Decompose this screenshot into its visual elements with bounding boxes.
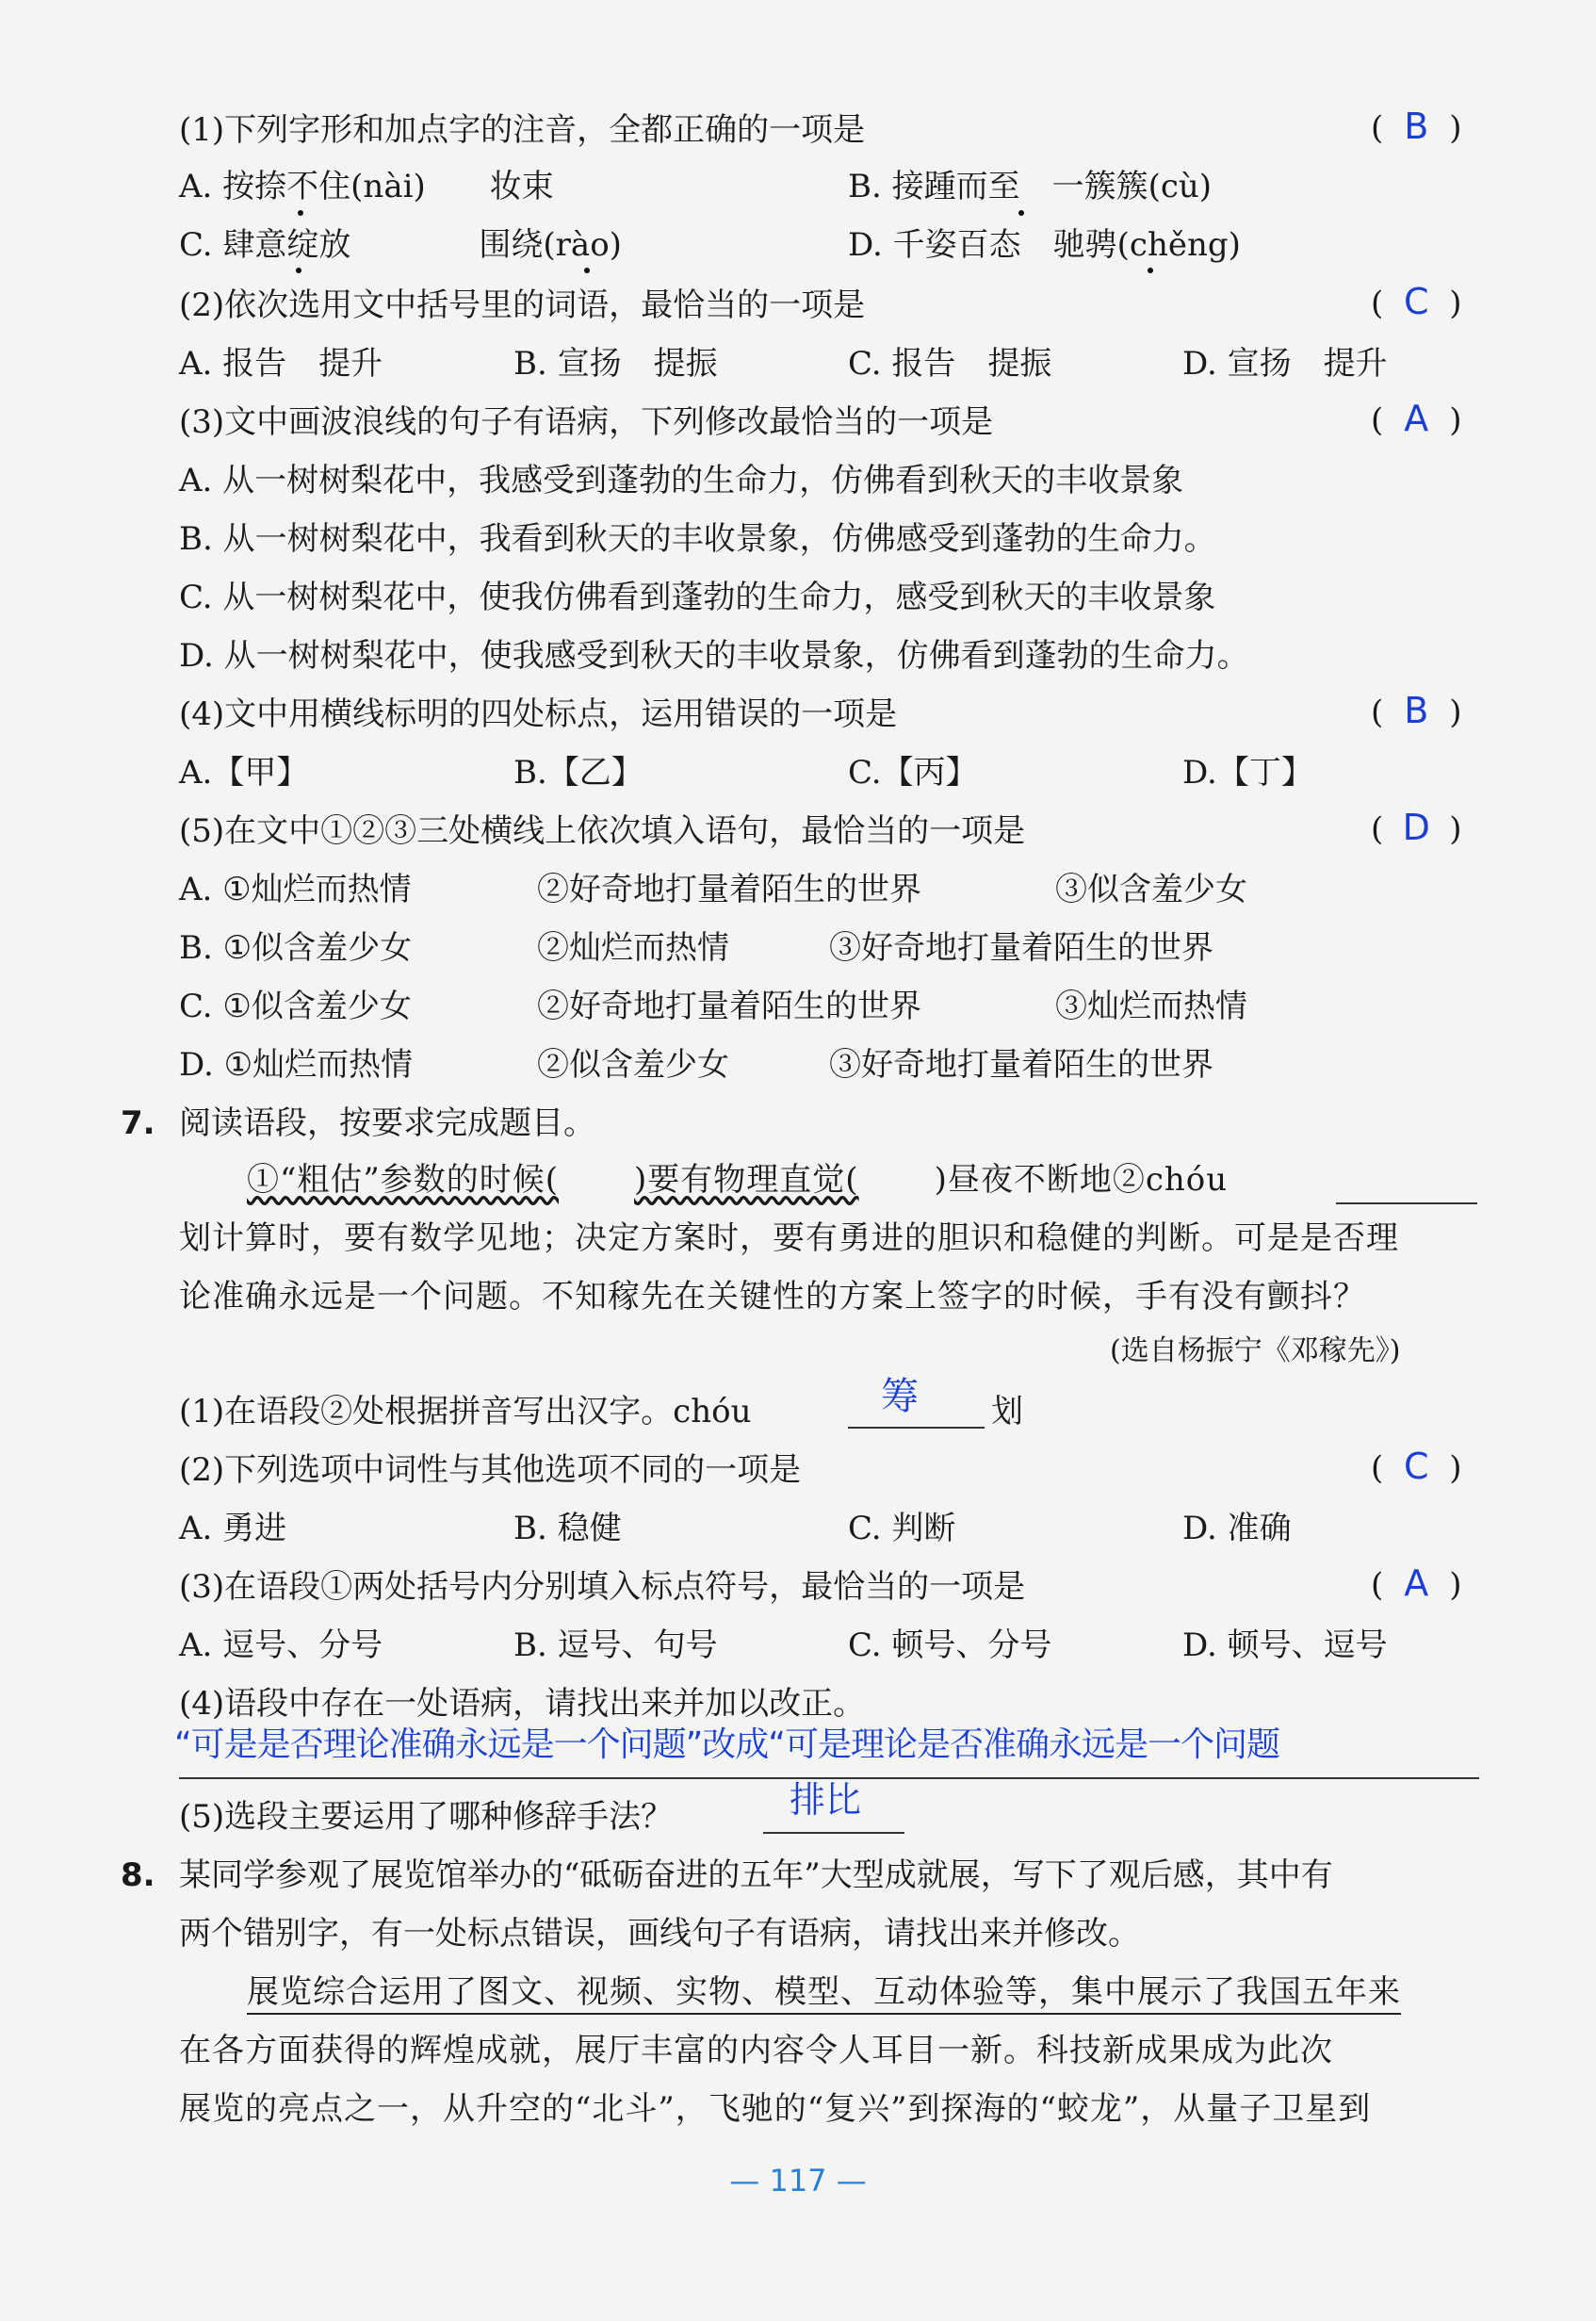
q6-5-option-c-3: ③灿烂而热情 <box>1055 988 1247 1025</box>
q7-passage-line-1 <box>247 1159 1228 1201</box>
q7-1-answer: 筹 <box>881 1375 919 1418</box>
q6-1-answer-paren: ( B ) <box>1371 106 1462 147</box>
q6-1-option-d: D. 千姿百态 驰骋(chěng) <box>848 226 1241 264</box>
q7-3-option-a: A. 逗号、分号 <box>179 1626 383 1664</box>
q6-4-option-b: B.【乙】 <box>513 754 643 792</box>
q6-3-option-c: C. 从一树树梨花中，使我仿佛看到蓬勃的生命力，感受到秋天的丰收景象 <box>179 579 1216 616</box>
q6-5-option-a-2: ②好奇地打量着陌生的世界 <box>537 871 921 908</box>
q7-p1-part-c: )昼夜不断地②chóu <box>934 1161 1229 1199</box>
q7-2-option-a: A. 勇进 <box>179 1510 287 1547</box>
q6-2-answer: C <box>1403 281 1429 322</box>
q7-p1-part-a: ①“粗估”参数的时候( <box>247 1161 560 1199</box>
q6-4-answer-paren: ( B ) <box>1371 690 1462 731</box>
emphasis-dot <box>584 268 590 273</box>
q7-3-option-c: C. 顿号、分号 <box>848 1626 1052 1664</box>
q8-passage-line-2: 在各方面获得的辉煌成就，展厅丰富的内容令人耳目一新。科技新成果成为此次 <box>179 2032 1333 2069</box>
q8-number: 8. <box>121 1856 155 1894</box>
q7-5-answer: 排比 <box>790 1779 862 1821</box>
q7-3-answer-paren: ( A ) <box>1371 1562 1462 1604</box>
q8-line-2: 两个错别字，有一处标点错误，画线句子有语病，请找出来并修改。 <box>179 1915 1140 1953</box>
q6-5-option-a-1: A. ①灿烂而热情 <box>179 871 412 908</box>
emphasis-dot <box>296 268 301 273</box>
q7-1-tail: 划 <box>991 1393 1023 1430</box>
q6-2-option-c: C. 报告 提振 <box>848 345 1052 383</box>
q6-3-answer: A <box>1404 398 1429 439</box>
q7-4-answer: “可是是否理论准确永远是一个问题”改成“可是理论是否准确永远是一个问题 <box>174 1725 1279 1764</box>
q7-2-stem: (2)下列选项中词性与其他选项不同的一项是 <box>179 1451 802 1489</box>
q6-2-stem: (2)依次选用文中括号里的词语，最恰当的一项是 <box>179 286 866 324</box>
q7-source: (选自杨振宁《邓稼先》) <box>1110 1334 1401 1367</box>
q6-5-option-b-3: ③好奇地打量着陌生的世界 <box>829 929 1213 967</box>
q7-title: 阅读语段，按要求完成题目。 <box>179 1104 595 1142</box>
q7-3-option-d: D. 顿号、逗号 <box>1182 1626 1388 1664</box>
q6-1-stem: (1)下列字形和加点字的注音，全都正确的一项是 <box>179 111 866 149</box>
page-number: — 117 — <box>729 2163 867 2198</box>
q6-5-option-d-3: ③好奇地打量着陌生的世界 <box>829 1046 1213 1084</box>
q7-5-answer-line <box>763 1832 904 1834</box>
q6-5-option-d-2: ②似含羞少女 <box>537 1046 729 1084</box>
q6-3-answer-paren: ( A ) <box>1371 398 1462 439</box>
q6-5-option-d-1: D. ①灿烂而热情 <box>179 1046 414 1084</box>
q7-blank-line <box>1336 1202 1477 1204</box>
q6-2-answer-paren: ( C ) <box>1371 281 1462 322</box>
q6-5-option-b-2: ②灿烂而热情 <box>537 929 729 967</box>
q7-passage-line-2: 划计算时，要有数学见地；决定方案时，要有勇进的胆识和稳健的判断。可是是否理 <box>179 1219 1399 1257</box>
q6-4-option-d: D.【丁】 <box>1182 754 1313 792</box>
q6-5-option-a-3: ③似含羞少女 <box>1055 871 1247 908</box>
q6-2-option-a: A. 报告 提升 <box>179 345 383 383</box>
q7-3-stem: (3)在语段①两处括号内分别填入标点符号，最恰当的一项是 <box>179 1568 1026 1606</box>
q6-3-option-d: D. 从一树树梨花中，使我感受到秋天的丰收景象，仿佛看到蓬勃的生命力。 <box>179 637 1249 675</box>
q6-1-option-b: B. 接踵而至 一簇簇(cù) <box>848 168 1213 205</box>
q6-5-answer: D <box>1402 807 1430 848</box>
emphasis-dot <box>1018 210 1024 216</box>
q7-2-answer-paren: ( C ) <box>1371 1446 1462 1487</box>
emphasis-dot <box>298 210 303 216</box>
q6-5-option-c-2: ②好奇地打量着陌生的世界 <box>537 988 921 1025</box>
q6-4-option-c: C.【丙】 <box>848 754 978 792</box>
q7-2-option-d: D. 准确 <box>1182 1510 1292 1547</box>
q7-3-option-b: B. 逗号、句号 <box>513 1626 718 1664</box>
q7-number: 7. <box>121 1104 155 1142</box>
q7-2-option-c: C. 判断 <box>848 1510 956 1547</box>
q7-4-stem: (4)语段中存在一处语病，请找出来并加以改正。 <box>179 1685 866 1723</box>
q7-p1-part-b: )要有物理直觉( <box>634 1161 859 1199</box>
q6-5-stem: (5)在文中①②③三处横线上依次填入语句，最恰当的一项是 <box>179 812 1026 850</box>
q6-2-option-d: D. 宣扬 提升 <box>1182 345 1388 383</box>
q6-5-option-b-1: B. ①似含羞少女 <box>179 929 413 967</box>
q6-3-option-b: B. 从一树树梨花中，我看到秋天的丰收景象，仿佛感受到蓬勃的生命力。 <box>179 520 1216 558</box>
q6-3-stem: (3)文中画波浪线的句子有语病，下列修改最恰当的一项是 <box>179 403 994 441</box>
q6-1-option-c: C. 肆意绽放 围绕(rào) <box>179 226 622 264</box>
q7-2-answer: C <box>1403 1446 1429 1487</box>
q8-underlined-sentence: 展览综合运用了图文、视频、实物、模型、互动体验等，集中展示了我国五年来 <box>247 1971 1401 2015</box>
q6-3-option-a: A. 从一树树梨花中，我感受到蓬勃的生命力，仿佛看到秋天的丰收景象 <box>179 462 1184 499</box>
q6-4-stem: (4)文中用横线标明的四处标点，运用错误的一项是 <box>179 695 898 733</box>
q8-passage-line-1 <box>247 1971 1401 2015</box>
q7-1-stem: (1)在语段②处根据拼音写出汉字。chóu <box>179 1393 752 1430</box>
q7-2-option-b: B. 稳健 <box>513 1510 622 1547</box>
q6-5-option-c-1: C. ①似含羞少女 <box>179 988 412 1025</box>
q8-passage-line-3: 展览的亮点之一，从升空的“北斗”，飞驰的“复兴”到探海的“蛟龙”，从量子卫星到 <box>179 2090 1372 2128</box>
q6-2-option-b: B. 宣扬 提振 <box>513 345 718 383</box>
q6-1-option-a: A. 按捺不住(nài) 妆束 <box>179 168 554 205</box>
q6-1-answer: B <box>1404 106 1429 147</box>
q6-5-answer-paren: ( D ) <box>1371 807 1462 848</box>
q7-1-answer-line <box>848 1427 985 1429</box>
q6-4-option-a: A.【甲】 <box>179 754 309 792</box>
q7-5-stem: (5)选段主要运用了哪种修辞手法？ <box>179 1798 674 1836</box>
q7-passage-line-3: 论准确永远是一个问题。不知稼先在关键性的方案上签字的时候，手有没有颤抖？ <box>179 1278 1366 1316</box>
emphasis-dot <box>1148 268 1153 273</box>
q7-3-answer: A <box>1404 1562 1429 1604</box>
q6-4-answer: B <box>1404 690 1429 731</box>
q8-line-1: 某同学参观了展览馆举办的“砥砺奋进的五年”大型成就展，写下了观后感，其中有 <box>179 1856 1333 1894</box>
